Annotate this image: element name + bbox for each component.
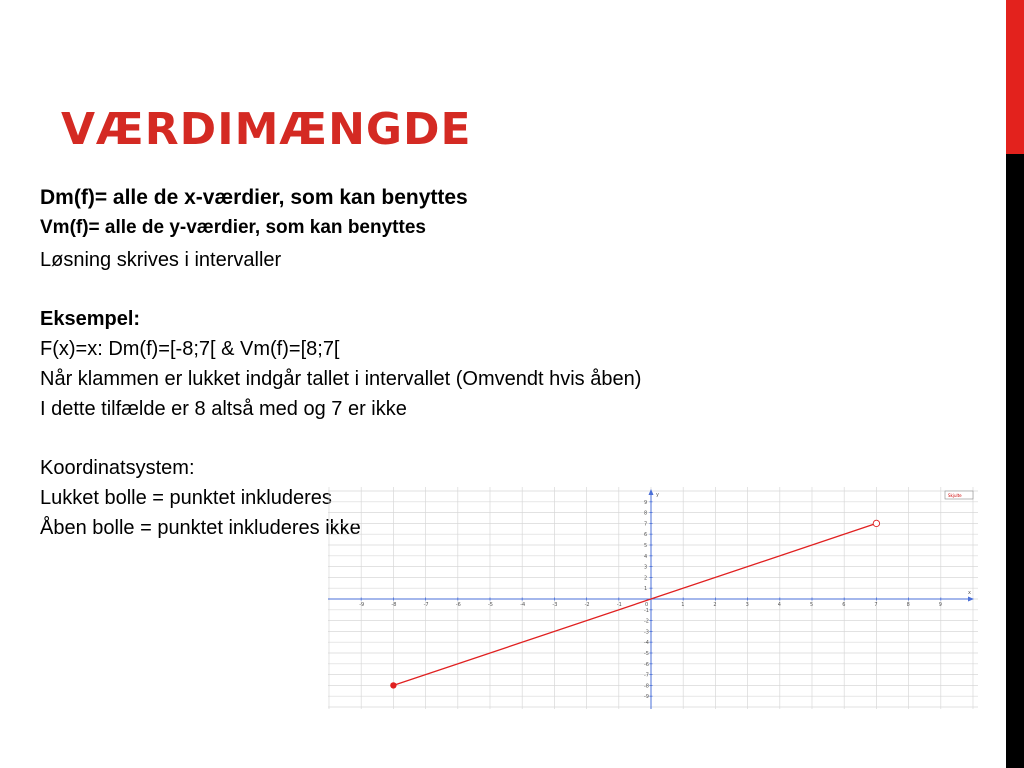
- dm-definition: Dm(f)= alle de x-værdier, som kan benyttes: [40, 186, 468, 209]
- y-axis-label: y: [656, 492, 659, 498]
- x-tick-label: 5: [810, 602, 814, 608]
- series-line: [393, 523, 876, 685]
- x-tick-label: -7: [423, 602, 429, 608]
- slide-title: VÆRDIMÆNGDE: [61, 104, 472, 155]
- y-tick-label: 2: [644, 575, 648, 582]
- x-tick-label: -6: [455, 602, 461, 608]
- origin-label: 0: [645, 602, 649, 608]
- y-tick-label: -1: [644, 607, 649, 614]
- x-axis-label: x: [968, 590, 971, 596]
- x-tick-label: 1: [681, 602, 685, 608]
- y-tick-label: 9: [644, 499, 648, 506]
- y-tick-label: -5: [644, 651, 649, 657]
- x-tick-label: 6: [842, 602, 846, 608]
- x-tick-label: 9: [938, 602, 942, 608]
- coord-heading: Koordinatsystem:: [40, 457, 195, 479]
- x-tick-label: -3: [552, 602, 558, 608]
- vm-definition: Vm(f)= alle de y-værdier, som kan benyttes: [40, 217, 426, 238]
- x-tick-label: 3: [745, 602, 749, 608]
- y-tick-label: -8: [644, 683, 649, 690]
- y-axis-arrow: [649, 489, 654, 495]
- bracket-rule: Når klammen er lukket indgår tallet i intervallet (Omvendt hvis åben): [40, 368, 642, 390]
- y-tick-label: 5: [644, 543, 648, 549]
- y-tick-label: -9: [644, 694, 649, 701]
- x-tick-label: -8: [391, 602, 397, 608]
- y-tick-label: 7: [644, 521, 648, 528]
- x-tick-label: 4: [777, 602, 781, 608]
- closed-endpoint: [390, 682, 396, 688]
- y-tick-label: -4: [644, 640, 649, 647]
- coordinate-graph: [328, 487, 978, 709]
- y-tick-label: 8: [644, 510, 648, 517]
- y-tick-label: -6: [644, 661, 649, 668]
- legend-label: Skjulte: [948, 493, 962, 498]
- example-heading: Eksempel:: [40, 308, 141, 330]
- y-tick-label: -3: [644, 629, 649, 636]
- legend-box: [945, 491, 973, 499]
- x-tick-label: 2: [713, 602, 717, 608]
- example-definition: F(x)=x: Dm(f)=[-8;7[ & Vm(f)=[8;7[: [40, 338, 340, 360]
- y-tick-label: -2: [644, 618, 649, 625]
- open-endpoint: [873, 520, 879, 526]
- interval-note: Løsning skrives i intervaller: [40, 249, 282, 271]
- plot-series: [390, 520, 879, 688]
- x-tick-label: 8: [906, 602, 910, 608]
- dark-side-bar: [1006, 154, 1024, 768]
- y-tick-label: 4: [644, 553, 648, 560]
- x-tick-label: 7: [874, 602, 878, 608]
- x-tick-label: -1: [616, 602, 622, 608]
- y-tick-label: 1: [644, 586, 648, 593]
- open-dot-rule: Åben bolle = punktet inkluderes ikke: [40, 517, 361, 539]
- accent-bar: [1006, 0, 1024, 154]
- x-tick-label: -9: [359, 602, 365, 608]
- x-tick-label: -2: [584, 602, 590, 608]
- y-tick-label: -7: [644, 672, 649, 679]
- x-tick-label: -4: [520, 602, 526, 608]
- x-tick-label: -5: [488, 602, 493, 608]
- example-note: I dette tilfælde er 8 altså med og 7 er ikke: [40, 398, 407, 420]
- y-tick-label: 3: [644, 564, 648, 571]
- closed-dot-rule: Lukket bolle = punktet inkluderes: [40, 487, 332, 509]
- y-tick-label: 6: [644, 532, 648, 539]
